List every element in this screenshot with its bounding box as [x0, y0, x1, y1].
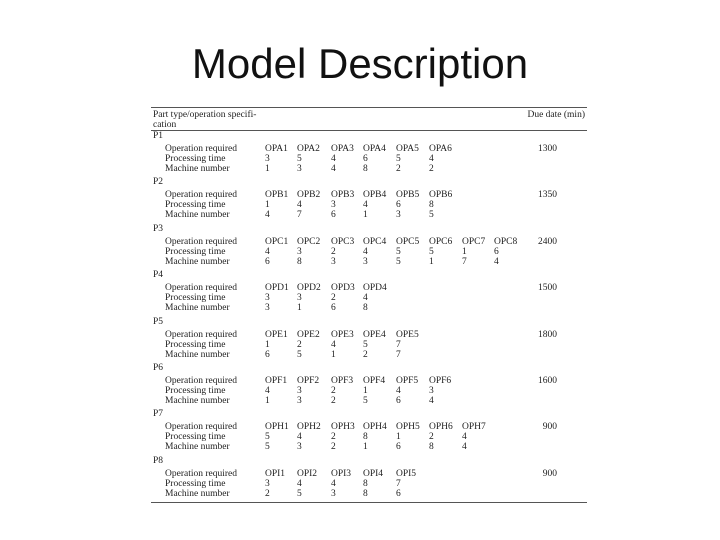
- table-cell: OPF1: [265, 375, 288, 386]
- table-cell: 3: [297, 385, 302, 396]
- table-row: [151, 386, 587, 396]
- table-cell: 1: [363, 210, 368, 221]
- table-cell: 3: [265, 478, 270, 489]
- table-row: [151, 479, 587, 489]
- row-label: Processing time: [165, 478, 226, 489]
- table-cell: 4: [331, 339, 336, 350]
- table-cell: 4: [396, 385, 401, 396]
- table-cell: OPE2: [297, 329, 320, 340]
- table-cell: OPC8: [494, 236, 518, 247]
- table-cell: OPH7: [462, 422, 486, 433]
- table-cell: OPF6: [429, 375, 452, 386]
- due-date-value: 1500: [538, 283, 557, 294]
- table-row: [151, 489, 587, 499]
- table-cell: 3: [297, 246, 302, 257]
- row-label: Operation required: [165, 329, 238, 340]
- row-label: Processing time: [165, 385, 226, 396]
- table-cell: OPF2: [297, 375, 320, 386]
- part-name: P1: [153, 131, 164, 141]
- due-date-value: 900: [542, 468, 557, 479]
- table-cell: 1: [265, 200, 270, 211]
- slide-title: Model Description: [191, 40, 529, 87]
- table-cell: OPI3: [331, 468, 352, 479]
- row-label: Processing time: [165, 339, 226, 350]
- table-cell: 8: [363, 478, 368, 489]
- table-cell: OPH3: [331, 422, 355, 433]
- part-name: P2: [153, 177, 164, 188]
- table-cell: OPA3: [331, 144, 354, 154]
- row-label: Processing time: [165, 293, 226, 304]
- due-date-value: 1300: [538, 144, 557, 154]
- table-row: [151, 330, 587, 340]
- table-row: [151, 283, 587, 293]
- header-part-spec-line-1: Part type/operation specifi-: [153, 110, 257, 120]
- table-cell: 1: [297, 303, 302, 314]
- header-part-spec: [153, 110, 283, 130]
- table-cell: OPD3: [331, 283, 355, 294]
- row-label: Operation required: [165, 283, 238, 294]
- table-cell: 5: [429, 246, 434, 257]
- table-cell: 4: [363, 200, 368, 211]
- table-cell: 6: [396, 488, 401, 499]
- table-cell: 4: [297, 432, 302, 443]
- table-cell: 7: [396, 478, 401, 489]
- row-label: Operation required: [165, 236, 238, 247]
- table-cell: OPH2: [297, 422, 321, 433]
- table-row: [151, 303, 587, 313]
- table-cell: 4: [363, 246, 368, 257]
- table-cell: 7: [297, 210, 302, 221]
- table-cell: 3: [396, 210, 401, 221]
- table-cell: 6: [396, 200, 401, 211]
- table-cell: OPH4: [363, 422, 387, 433]
- table-row: [151, 422, 587, 432]
- table-cell: 2: [331, 246, 336, 257]
- table-cell: 1: [363, 442, 368, 453]
- table-cell: OPE5: [396, 329, 419, 340]
- table-cell: 4: [331, 154, 336, 164]
- table-cell: OPA6: [429, 144, 452, 154]
- table-cell: OPE3: [331, 329, 354, 340]
- part-block-p5: [151, 317, 587, 363]
- table-cell: OPD1: [265, 283, 289, 294]
- table-header: [151, 108, 587, 130]
- table-cell: 4: [494, 256, 499, 267]
- table-cell: OPF4: [363, 375, 386, 386]
- table-cell: OPE1: [265, 329, 288, 340]
- table-cell: 7: [462, 256, 467, 267]
- part-name: P7: [153, 409, 164, 420]
- table-cell: OPA5: [396, 144, 419, 154]
- table-cell: OPA2: [297, 144, 320, 154]
- table-cell: OPI5: [396, 468, 417, 479]
- table-cell: 3: [297, 442, 302, 453]
- table-cell: 2: [297, 339, 302, 350]
- table-row: [151, 442, 587, 452]
- table-cell: 6: [363, 154, 368, 164]
- part-block-p7: [151, 409, 587, 455]
- table-cell: OPI2: [297, 468, 318, 479]
- table-cell: 1: [331, 349, 336, 360]
- due-date-value: 1800: [538, 329, 557, 340]
- table-cell: 2: [429, 432, 434, 443]
- table-cell: 2: [331, 385, 336, 396]
- table-cell: 3: [265, 303, 270, 314]
- table-cell: OPH6: [429, 422, 453, 433]
- table-cell: 2: [429, 164, 434, 174]
- table-row: [151, 432, 587, 442]
- table-body: [151, 131, 587, 502]
- table-cell: 4: [265, 210, 270, 221]
- table-cell: 4: [363, 293, 368, 304]
- table-cell: 2: [331, 395, 336, 406]
- table-cell: OPF3: [331, 375, 354, 386]
- table-cell: OPH1: [265, 422, 289, 433]
- table-cell: OPC4: [363, 236, 387, 247]
- table-cell: OPF5: [396, 375, 419, 386]
- table-cell: 6: [265, 349, 270, 360]
- table-cell: 3: [265, 154, 270, 164]
- table-cell: 5: [297, 488, 302, 499]
- due-date-value: 1600: [538, 375, 557, 386]
- table-row: [151, 164, 587, 174]
- table-cell: 5: [265, 432, 270, 443]
- table-cell: OPI4: [363, 468, 384, 479]
- table-cell: OPH5: [396, 422, 420, 433]
- table-cell: 2: [331, 432, 336, 443]
- part-name: P4: [153, 270, 164, 281]
- row-label: Machine number: [165, 303, 230, 314]
- row-label: Operation required: [165, 375, 238, 386]
- row-label: Operation required: [165, 190, 238, 201]
- table-cell: 5: [396, 256, 401, 267]
- table-cell: OPC7: [462, 236, 486, 247]
- table-row: [151, 200, 587, 210]
- row-label: Operation required: [165, 144, 238, 154]
- part-block-p3: [151, 224, 587, 270]
- table-cell: OPD2: [297, 283, 321, 294]
- table-cell: 3: [331, 200, 336, 211]
- table-cell: 5: [297, 154, 302, 164]
- table-cell: OPB4: [363, 190, 387, 201]
- table-cell: 1: [363, 385, 368, 396]
- part-block-p1: [151, 131, 587, 177]
- table-cell: 5: [297, 349, 302, 360]
- table-cell: 1: [429, 256, 434, 267]
- table-row: [151, 469, 587, 479]
- header-part-spec-line-2: cation: [153, 120, 177, 130]
- row-label: Processing time: [165, 200, 226, 211]
- table-row: [151, 144, 587, 154]
- table-cell: 3: [429, 385, 434, 396]
- table-cell: 6: [331, 303, 336, 314]
- table-cell: OPC1: [265, 236, 289, 247]
- table-cell: 6: [396, 442, 401, 453]
- table-cell: 8: [363, 488, 368, 499]
- table-cell: 4: [265, 246, 270, 257]
- part-block-p2: [151, 177, 587, 223]
- table-cell: 3: [265, 293, 270, 304]
- table-cell: OPE4: [363, 329, 386, 340]
- table-cell: 4: [429, 395, 434, 406]
- table-row: [151, 247, 587, 257]
- table-cell: 7: [396, 349, 401, 360]
- table-cell: 3: [363, 256, 368, 267]
- table-cell: 2: [265, 488, 270, 499]
- part-name: P8: [153, 455, 164, 466]
- table-cell: 6: [494, 246, 499, 257]
- table-cell: OPC5: [396, 236, 420, 247]
- table-cell: 3: [331, 256, 336, 267]
- table-cell: 5: [396, 246, 401, 257]
- table-cell: 4: [331, 164, 336, 174]
- part-name: P3: [153, 223, 164, 234]
- table-cell: OPB2: [297, 190, 321, 201]
- table-cell: 5: [429, 210, 434, 221]
- table-cell: 8: [429, 442, 434, 453]
- table-cell: 3: [297, 395, 302, 406]
- table-row: [151, 154, 587, 164]
- table-cell: OPB3: [331, 190, 355, 201]
- table-cell: 4: [297, 478, 302, 489]
- table-cell: OPI1: [265, 468, 286, 479]
- table-cell: OPA4: [363, 144, 386, 154]
- table-cell: 2: [363, 349, 368, 360]
- table-row: [151, 190, 587, 200]
- row-label: Processing time: [165, 432, 226, 443]
- table-cell: OPA1: [265, 144, 288, 154]
- table-cell: 3: [297, 164, 302, 174]
- table-row: [151, 210, 587, 220]
- part-block-p8: [151, 456, 587, 502]
- part-block-p6: [151, 363, 587, 409]
- row-label: Processing time: [165, 246, 226, 257]
- table-cell: 1: [396, 432, 401, 443]
- due-date-value: 2400: [538, 236, 557, 247]
- row-label: Processing time: [165, 154, 226, 164]
- row-label: Operation required: [165, 468, 238, 479]
- table-cell: OPD4: [363, 283, 387, 294]
- schedule-table: [151, 107, 587, 503]
- table-cell: 6: [331, 210, 336, 221]
- table-bottom-rule: [151, 502, 587, 503]
- table-row: [151, 257, 587, 267]
- table-row: [151, 376, 587, 386]
- table-cell: 4: [265, 385, 270, 396]
- table-cell: 1: [265, 395, 270, 406]
- row-label: Machine number: [165, 395, 230, 406]
- table-cell: 4: [297, 200, 302, 211]
- row-label: Machine number: [165, 256, 230, 267]
- table-cell: OPB1: [265, 190, 289, 201]
- table-cell: 2: [331, 442, 336, 453]
- table-cell: 2: [396, 164, 401, 174]
- table-cell: 4: [462, 442, 467, 453]
- table-cell: OPC3: [331, 236, 355, 247]
- table-cell: OPC2: [297, 236, 321, 247]
- table-cell: 7: [396, 339, 401, 350]
- row-label: Machine number: [165, 164, 230, 174]
- row-label: Operation required: [165, 422, 238, 433]
- table-cell: 4: [462, 432, 467, 443]
- table-cell: 3: [331, 488, 336, 499]
- part-block-p4: [151, 270, 587, 316]
- row-label: Machine number: [165, 442, 230, 453]
- table-cell: OPB5: [396, 190, 420, 201]
- table-cell: 5: [396, 154, 401, 164]
- part-name: P5: [153, 316, 164, 327]
- table-cell: 6: [396, 395, 401, 406]
- table-cell: 5: [265, 442, 270, 453]
- table-cell: 5: [363, 339, 368, 350]
- table-cell: OPB6: [429, 190, 453, 201]
- table-cell: 1: [265, 339, 270, 350]
- table-cell: 5: [363, 395, 368, 406]
- table-cell: 3: [297, 293, 302, 304]
- table-row: [151, 293, 587, 303]
- table-cell: 8: [363, 303, 368, 314]
- due-date-value: 900: [542, 422, 557, 433]
- header-due-date: Due date (min): [527, 110, 585, 120]
- table-cell: 2: [331, 293, 336, 304]
- row-label: Machine number: [165, 210, 230, 221]
- table-cell: 8: [429, 200, 434, 211]
- table-cell: 8: [297, 256, 302, 267]
- row-label: Machine number: [165, 488, 230, 499]
- table-row: [151, 340, 587, 350]
- table-cell: 6: [265, 256, 270, 267]
- table-cell: 8: [363, 432, 368, 443]
- table-row: [151, 237, 587, 247]
- table-cell: 1: [265, 164, 270, 174]
- row-label: Machine number: [165, 349, 230, 360]
- table-row: [151, 396, 587, 406]
- table-cell: 4: [429, 154, 434, 164]
- table-row: [151, 350, 587, 360]
- table-cell: OPC6: [429, 236, 453, 247]
- table-cell: 4: [331, 478, 336, 489]
- due-date-value: 1350: [538, 190, 557, 201]
- table-cell: 1: [462, 246, 467, 257]
- table-cell: 8: [363, 164, 368, 174]
- part-name: P6: [153, 362, 164, 373]
